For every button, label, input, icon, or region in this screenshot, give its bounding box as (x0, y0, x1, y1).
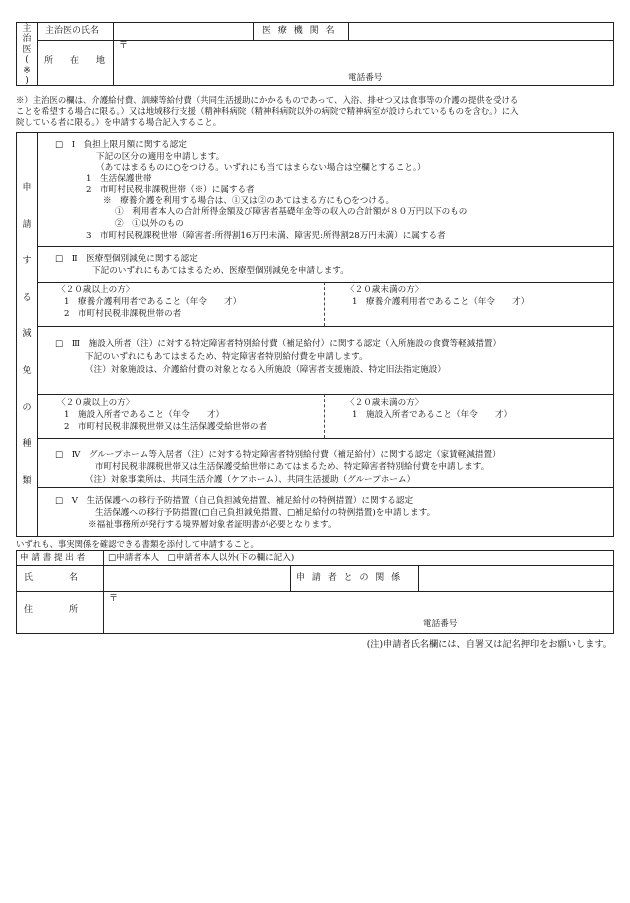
doctor-name-label: 主治医の氏名 (45, 26, 100, 36)
section-1-option-3[interactable]: 3 市町村民税課税世帯（障害者:所得割16万円未満、障害児:所得割28万円未満）に属する者 (86, 231, 446, 241)
submitter-phone-label: 電話番号 (423, 619, 458, 629)
section-3-title[interactable]: □ Ⅲ 施設入所者（注）に対する特定障害者特別給付費（補足給付）に関する認定（入所施設の食費等軽減措置） (55, 339, 502, 349)
divider-s2-sub (37, 282, 614, 283)
section-1-title[interactable]: □ Ⅰ 負担上限月額に関する認定 (55, 140, 187, 150)
submitter-row-2 (16, 591, 614, 592)
submitter-label: 申 請 書 提 出 者 (20, 553, 86, 563)
doctor-address-label: 所 在 地 (44, 56, 110, 66)
section-3-line-2: （注）対象施設は、介護給付費の対象となる入所施設（障害者支援施設、特定旧法指定施設） (85, 365, 446, 375)
section-3-line-1: 下記のいずれにもあてはまるため、特定障害者特別給付費を申請します。 (85, 352, 368, 362)
doctor-name-field[interactable] (114, 23, 252, 39)
divider-s3-s4 (37, 438, 614, 439)
relation-field[interactable] (419, 566, 613, 590)
types-side-label: 申 請 す る 減 免 の 種 類 (22, 183, 32, 486)
section-2-right-item-1: 1 療養介護利用者であること（年令 才） (352, 297, 530, 307)
submitter-postal-mark: 〒 (109, 594, 119, 604)
section-1-line-1: 下記の区分の適用を申請します。 (96, 152, 225, 162)
evidence-note: いずれも、事実関係を確認できる書類を添付して申請すること。 (16, 539, 259, 549)
section-5-title[interactable]: □ Ⅴ 生活保護への移行予防措置（自己負担減免措置、補足給付の特例措置）に関する認定 (55, 496, 414, 506)
section-3-left-head: 〈２０歳以上の方〉 (57, 398, 135, 408)
section-1-option-1[interactable]: 1 生活保護世帯 (86, 174, 152, 184)
section-5-line-1: 生活保護への移行予防措置(□自己負担減免措置、□補足給付の特例措置)を申請します。 (95, 508, 436, 518)
doctor-note-line-3: 院している者に限る。）を申請する場合記入すること。 (16, 117, 222, 127)
section-4-title[interactable]: □ Ⅳ グループホーム等入居者（注）に対する特定障害者特別給付費（補足給付）に関する認定（家賃軽減措置） (55, 450, 501, 460)
section-2-split (324, 282, 325, 326)
submitter-address-label: 住 所 (24, 605, 79, 615)
submitter-options[interactable]: □申請者本人 □申請者本人以外(下の欄に記入) (108, 553, 295, 563)
section-4-line-1: 市町村民税非課税世帯又は生活保護受給世帯にあてはまるため、特定障害者特別給付費を申請します。 (95, 462, 490, 472)
divider-s3-sub (37, 394, 614, 395)
section-2-right-head: 〈２０歳未満の方〉 (346, 285, 424, 295)
section-1-option-2[interactable]: 2 市町村民税非課税世帯（※）に属する者 (86, 185, 255, 195)
divider-s1-s2 (37, 246, 614, 247)
submitter-col-1 (103, 550, 104, 634)
doctor-postal-mark: 〒 (119, 41, 129, 51)
section-3-left-item-1: 1 施設入所者であること（年令 才） (64, 410, 225, 420)
doctor-side-label: 主 治 医 ( ※ ) (22, 24, 32, 87)
doctor-note-line-1: ※）主治医の欄は、介護給付費、訓練等給付費（共同生活援助にかかるものであって、入浴、排せつ又は食事等の介護の提供を受ける (16, 95, 519, 105)
section-2-left-item-2: 2 市町村民税非課税世帯の者 (64, 309, 182, 319)
doctor-note-line-2: ことを希望する場合に限る。）又は地域移行支援（精神科病院（精神科病院以外の病院で精神病室が設けられているものを含む。）に入 (16, 106, 519, 116)
section-1-line-2: （あてはまるものに○をつける。いずれにも当てはまらない場合は空欄とすること。） (96, 163, 426, 173)
section-1-care-note: ※ 療養介護を利用する場合は、①又は②のあてはまる方にも○をつける。 (103, 196, 395, 206)
section-5-line-2: ※福祉事務所が発行する境界層対象者証明書が必要となります。 (88, 520, 337, 530)
section-2-title[interactable]: □ Ⅱ 医療型個別減免に関する認定 (55, 254, 198, 264)
types-side-divider (37, 132, 38, 537)
footer-note: (注)申請者氏名欄には、自署又は記名押印をお願いします。 (366, 639, 612, 650)
institution-field[interactable] (349, 23, 613, 39)
section-1-sub-option-1[interactable]: ① 利用者本人の合計所得金額及び障害者基礎年金等の収入の合計額が８０万円以下のもの (115, 207, 468, 217)
doctor-address-field[interactable] (132, 42, 612, 70)
doctor-side-divider (37, 22, 38, 86)
section-3-right-item-1: 1 施設入所者であること（年令 才） (352, 410, 513, 420)
section-2-left-item-1: 1 療養介護利用者であること（年令 才） (64, 297, 242, 307)
submitter-address-field[interactable] (122, 594, 612, 614)
section-3-left-item-2: 2 市町村民税非課税世帯又は生活保護受給世帯の者 (64, 422, 268, 432)
section-1-sub-option-2[interactable]: ② ①以外のもの (115, 219, 184, 229)
submitter-name-field[interactable] (104, 566, 289, 590)
section-4-line-2: （注）対象事業所は、共同生活介護（ケアホーム）、共同生活援助（グループホーム） (85, 475, 416, 485)
section-3-split (324, 394, 325, 438)
relation-label: 申 請 者 と の 関 係 (296, 573, 403, 583)
submitter-table (16, 550, 614, 634)
section-3-right-head: 〈２０歳未満の方〉 (346, 398, 424, 408)
submitter-name-label: 氏 名 (24, 573, 79, 583)
section-2-line: 下記のいずれにもあてはまるため、医療型個別減免を申請します。 (92, 266, 349, 276)
doctor-address-divider (113, 40, 114, 86)
section-2-left-head: 〈２０歳以上の方〉 (57, 285, 135, 295)
doctor-inst-divider-left (253, 22, 254, 40)
doctor-phone-label: 電話番号 (348, 73, 383, 83)
divider-s2-s3 (37, 326, 614, 327)
institution-label: 医 療 機 関 名 (262, 26, 337, 36)
relation-col-left (290, 565, 291, 591)
divider-s4-s5 (37, 487, 614, 488)
